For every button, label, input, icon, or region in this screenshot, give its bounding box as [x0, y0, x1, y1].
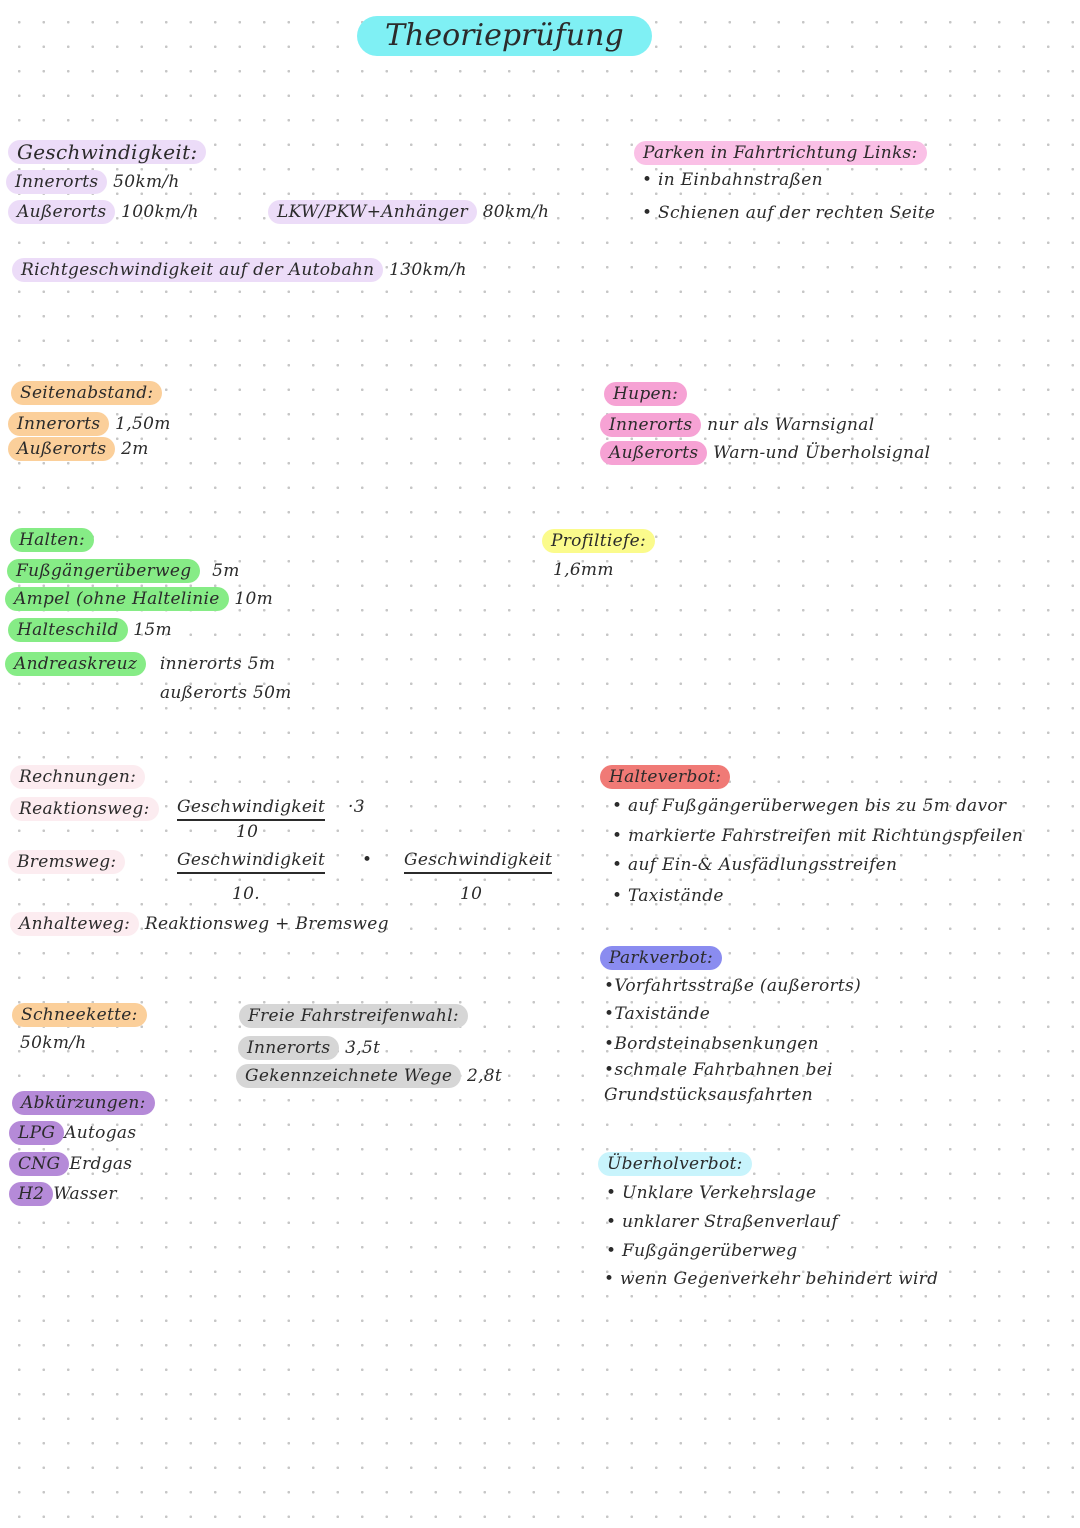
bremsweg-numerator-1: Geschwindigkeit — [177, 850, 325, 874]
halten-value: innerorts 5m — [159, 654, 276, 674]
rechnungen-heading: Rechnungen: — [10, 765, 145, 789]
parkverbot-item: •Taxistände — [604, 1004, 711, 1024]
abkuerzung-value: Autogas — [64, 1123, 137, 1143]
seitenabstand-heading: Seitenabstand: — [11, 381, 162, 405]
halten-label: Halteschild — [8, 618, 128, 642]
halteverbot-heading: Halteverbot: — [600, 765, 730, 789]
reaktionsweg-multiplier: ·3 — [348, 797, 365, 817]
anhalteweg-value: Reaktionsweg + Bremsweg — [144, 914, 389, 934]
hupen-ausserorts-label: Außerorts — [600, 441, 707, 465]
halten-row — [8, 618, 172, 642]
abkuerzung-value: Wasser — [53, 1184, 117, 1204]
seitenabstand-innerorts-value: 1,50m — [115, 414, 171, 434]
speed-ausserorts-row — [8, 200, 199, 224]
halten-label: Andreaskreuz — [5, 652, 146, 676]
speed-autobahn-value: 130km/h — [389, 260, 467, 280]
halten-value: 10m — [234, 589, 273, 609]
halten-heading: Halten: — [10, 528, 94, 552]
page-title: Theorieprüfung — [357, 16, 652, 56]
hupen-innerorts-row — [600, 413, 874, 437]
speed-ausserorts-label: Außerorts — [8, 200, 115, 224]
seitenabstand-innerorts-label: Innerorts — [8, 412, 109, 436]
speed-ausserorts-value: 100km/h — [121, 202, 199, 222]
bremsweg-dot: • — [362, 850, 373, 870]
fahrstreifen-innerorts-label: Innerorts — [238, 1036, 339, 1060]
fahrstreifen-heading: Freie Fahrstreifenwahl: — [239, 1004, 468, 1028]
halteverbot-item: • auf Ein-& Ausfädlungsstreifen — [612, 855, 898, 875]
ueberholverbot-item: • unklarer Straßenverlauf — [606, 1212, 839, 1232]
bremsweg-denominator-2: 10 — [460, 884, 483, 904]
seitenabstand-ausserorts-value: 2m — [121, 439, 149, 459]
ueberholverbot-item: • wenn Gegenverkehr behindert wird — [604, 1269, 939, 1289]
speed-innerorts-value: 50km/h — [113, 172, 180, 192]
abkuerzung-value: Erdgas — [69, 1154, 133, 1174]
anhalteweg-label: Anhalteweg: — [10, 912, 139, 936]
fahrstreifen-wege-row — [236, 1064, 502, 1088]
reaktionsweg-numerator: Geschwindigkeit — [177, 797, 325, 821]
ueberholverbot-item: • Fußgängerüberweg — [606, 1241, 798, 1261]
hupen-ausserorts-row — [600, 441, 930, 465]
halten-value: 5m — [212, 561, 240, 581]
abkuerzung-row — [9, 1152, 132, 1176]
abkuerzung-row — [9, 1121, 136, 1145]
speed-innerorts-row — [6, 170, 180, 194]
speed-autobahn-row — [12, 258, 467, 282]
speed-lkw-value: 80km/h — [482, 202, 550, 222]
bremsweg-denominator-1: 10. — [232, 884, 260, 904]
anhalteweg-row — [10, 912, 389, 936]
parkverbot-item: Grundstücksausfahrten — [604, 1085, 813, 1105]
halten-andreas-extra: außerorts 50m — [160, 683, 292, 703]
seitenabstand-ausserorts-label: Außerorts — [8, 437, 115, 461]
schneekette-heading: Schneekette: — [12, 1003, 147, 1027]
hupen-ausserorts-value: Warn-und Überholsignal — [713, 443, 931, 463]
bremsweg-numerator-2: Geschwindigkeit — [404, 850, 552, 874]
hupen-innerorts-label: Innerorts — [600, 413, 701, 437]
profiltiefe-heading: Profiltiefe: — [542, 529, 655, 553]
halteverbot-item: • auf Fußgängerüberwegen bis zu 5m davor — [612, 796, 1007, 816]
ueberholverbot-item: • Unklare Verkehrslage — [606, 1183, 817, 1203]
parkverbot-item: •Bordsteinabsenkungen — [604, 1034, 819, 1054]
schneekette-value: 50km/h — [20, 1033, 87, 1053]
speed-autobahn-label: Richtgeschwindigkeit auf der Autobahn — [12, 258, 383, 282]
halten-label: Fußgängerüberweg — [7, 559, 200, 583]
hupen-innerorts-value: nur als Warnsignal — [707, 415, 875, 435]
halten-value: 15m — [133, 620, 172, 640]
parkverbot-item: •schmale Fahrbahnen bei — [604, 1060, 833, 1080]
parkverbot-heading: Parkverbot: — [600, 946, 722, 970]
reaktionsweg-label: Reaktionsweg: — [10, 797, 159, 821]
hupen-heading: Hupen: — [604, 382, 687, 406]
halteverbot-item: • Taxistände — [612, 886, 724, 906]
ueberholverbot-heading: Überholverbot: — [598, 1152, 752, 1176]
halteverbot-item: • markierte Fahrstreifen mit Richtungspfeilen — [612, 826, 1024, 846]
profiltiefe-value: 1,6mm — [553, 560, 614, 580]
seitenabstand-ausserorts-row — [8, 437, 149, 461]
speed-heading: Geschwindigkeit: — [8, 140, 206, 164]
fahrstreifen-wege-value: 2,8t — [466, 1066, 503, 1086]
bremsweg-label: Bremsweg: — [8, 850, 125, 874]
reaktionsweg-denominator: 10 — [236, 822, 259, 842]
seitenabstand-innerorts-row — [8, 412, 171, 436]
parkverbot-item: •Vorfahrtsstraße (außerorts) — [604, 976, 862, 996]
fahrstreifen-wege-label: Gekennzeichnete Wege — [236, 1064, 461, 1088]
abkuerzungen-heading: Abkürzungen: — [12, 1091, 155, 1115]
halten-row — [5, 652, 275, 676]
speed-lkw-row — [268, 200, 549, 224]
halten-row — [5, 587, 273, 611]
halten-row — [7, 559, 240, 583]
abkuerzung-row — [9, 1182, 117, 1206]
parken-links-item: • in Einbahnstraßen — [642, 170, 823, 190]
fahrstreifen-innerorts-row — [238, 1036, 380, 1060]
abkuerzung-label: LPG — [9, 1121, 64, 1145]
speed-lkw-label: LKW/PKW+Anhänger — [268, 200, 477, 224]
abkuerzung-label: H2 — [9, 1182, 53, 1206]
speed-innerorts-label: Innerorts — [6, 170, 107, 194]
fahrstreifen-innerorts-value: 3,5t — [345, 1038, 381, 1058]
parken-links-item: • Schienen auf der rechten Seite — [642, 203, 936, 223]
abkuerzung-label: CNG — [9, 1152, 69, 1176]
parken-links-heading: Parken in Fahrtrichtung Links: — [634, 141, 927, 165]
halten-label: Ampel (ohne Haltelinie — [5, 587, 229, 611]
